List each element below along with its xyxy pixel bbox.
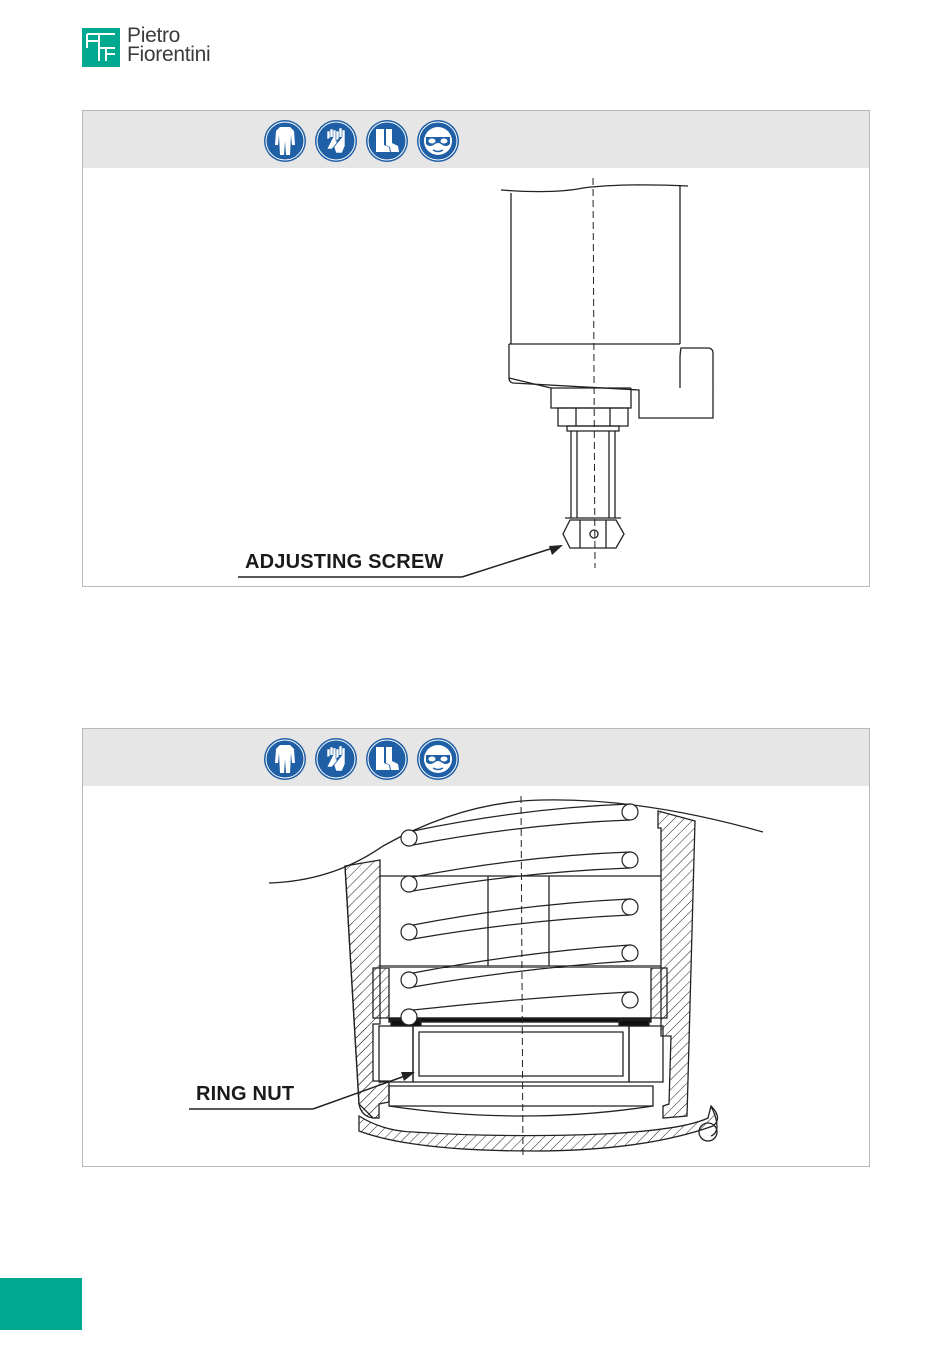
gloves-icon bbox=[314, 119, 358, 163]
gloves-icon bbox=[314, 737, 358, 781]
safety-boots-icon bbox=[365, 119, 409, 163]
pilot-body-outline bbox=[501, 185, 713, 548]
safety-boots-icon bbox=[365, 737, 409, 781]
adjusting-screw-label: ADJUSTING SCREW bbox=[245, 551, 444, 573]
pietro-fiorentini-logo-icon bbox=[82, 28, 120, 67]
ring-nut-label: RING NUT bbox=[196, 1083, 295, 1105]
adjusting-screw-drawing bbox=[83, 168, 869, 586]
figure-header bbox=[83, 729, 869, 786]
protective-clothing-icon bbox=[263, 737, 307, 781]
brand-name-line2: Fiorentini bbox=[127, 43, 211, 66]
protective-clothing-icon bbox=[263, 119, 307, 163]
goggles-icon bbox=[416, 737, 460, 781]
brand-name-line1: Pietro bbox=[127, 24, 181, 47]
page-tab bbox=[0, 1278, 82, 1330]
brand-name bbox=[127, 26, 210, 64]
axis-line bbox=[593, 178, 595, 568]
goggles-icon bbox=[416, 119, 460, 163]
figure-ring-nut bbox=[82, 728, 870, 1167]
figure-adjusting-screw bbox=[82, 110, 870, 587]
figure-header bbox=[83, 111, 869, 168]
ring-nut-drawing bbox=[83, 786, 869, 1166]
